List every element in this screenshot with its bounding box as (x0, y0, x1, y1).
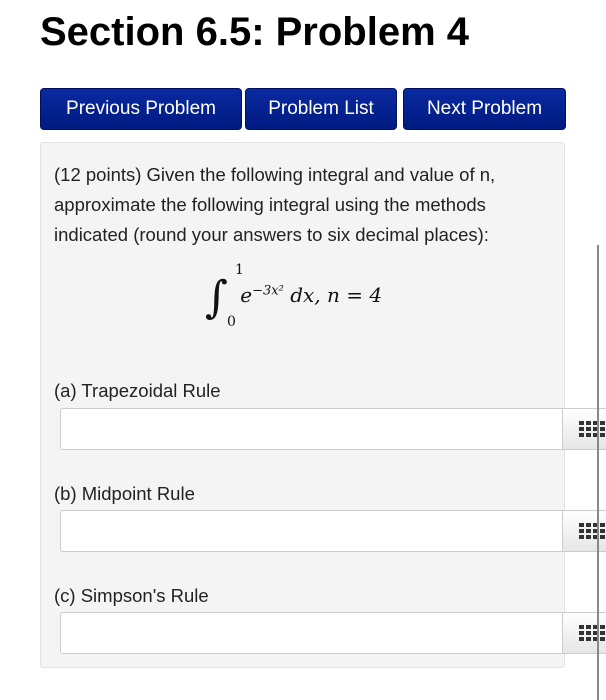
previous-problem-button[interactable]: Previous Problem (40, 88, 242, 130)
exponent: −3x² (252, 283, 284, 299)
keypad-button[interactable] (562, 510, 606, 552)
integrand: e (240, 283, 253, 307)
page-title: Section 6.5: Problem 4 (40, 10, 470, 54)
part-c-label: (c) Simpson's Rule (54, 585, 209, 606)
lower-limit: 0 (227, 314, 236, 330)
part-b-label: (b) Midpoint Rule (54, 483, 195, 504)
part-a-label: (a) Trapezoidal Rule (54, 380, 221, 401)
simpson-answer-input[interactable] (60, 612, 563, 654)
keypad-button[interactable] (562, 612, 606, 654)
trapezoidal-answer-input[interactable] (60, 408, 563, 450)
problem-statement: (12 points) Given the following integral and value of n, approximate the following integral using the methods indicated (round your answers to six decimal places): (54, 164, 496, 245)
keypad-grid-icon (579, 523, 605, 539)
scrollbar-divider (597, 245, 599, 700)
problem-list-button[interactable]: Problem List (245, 88, 397, 130)
integral-sign: ∫ (205, 272, 228, 323)
keypad-button[interactable] (562, 408, 606, 450)
next-problem-button[interactable]: Next Problem (403, 88, 566, 130)
integral-tail: dx, n = 4 (290, 283, 383, 307)
keypad-grid-icon (579, 421, 605, 437)
integral-expression (205, 262, 383, 330)
keypad-grid-icon (579, 625, 605, 641)
upper-limit: 1 (235, 262, 244, 278)
midpoint-answer-input[interactable] (60, 510, 563, 552)
